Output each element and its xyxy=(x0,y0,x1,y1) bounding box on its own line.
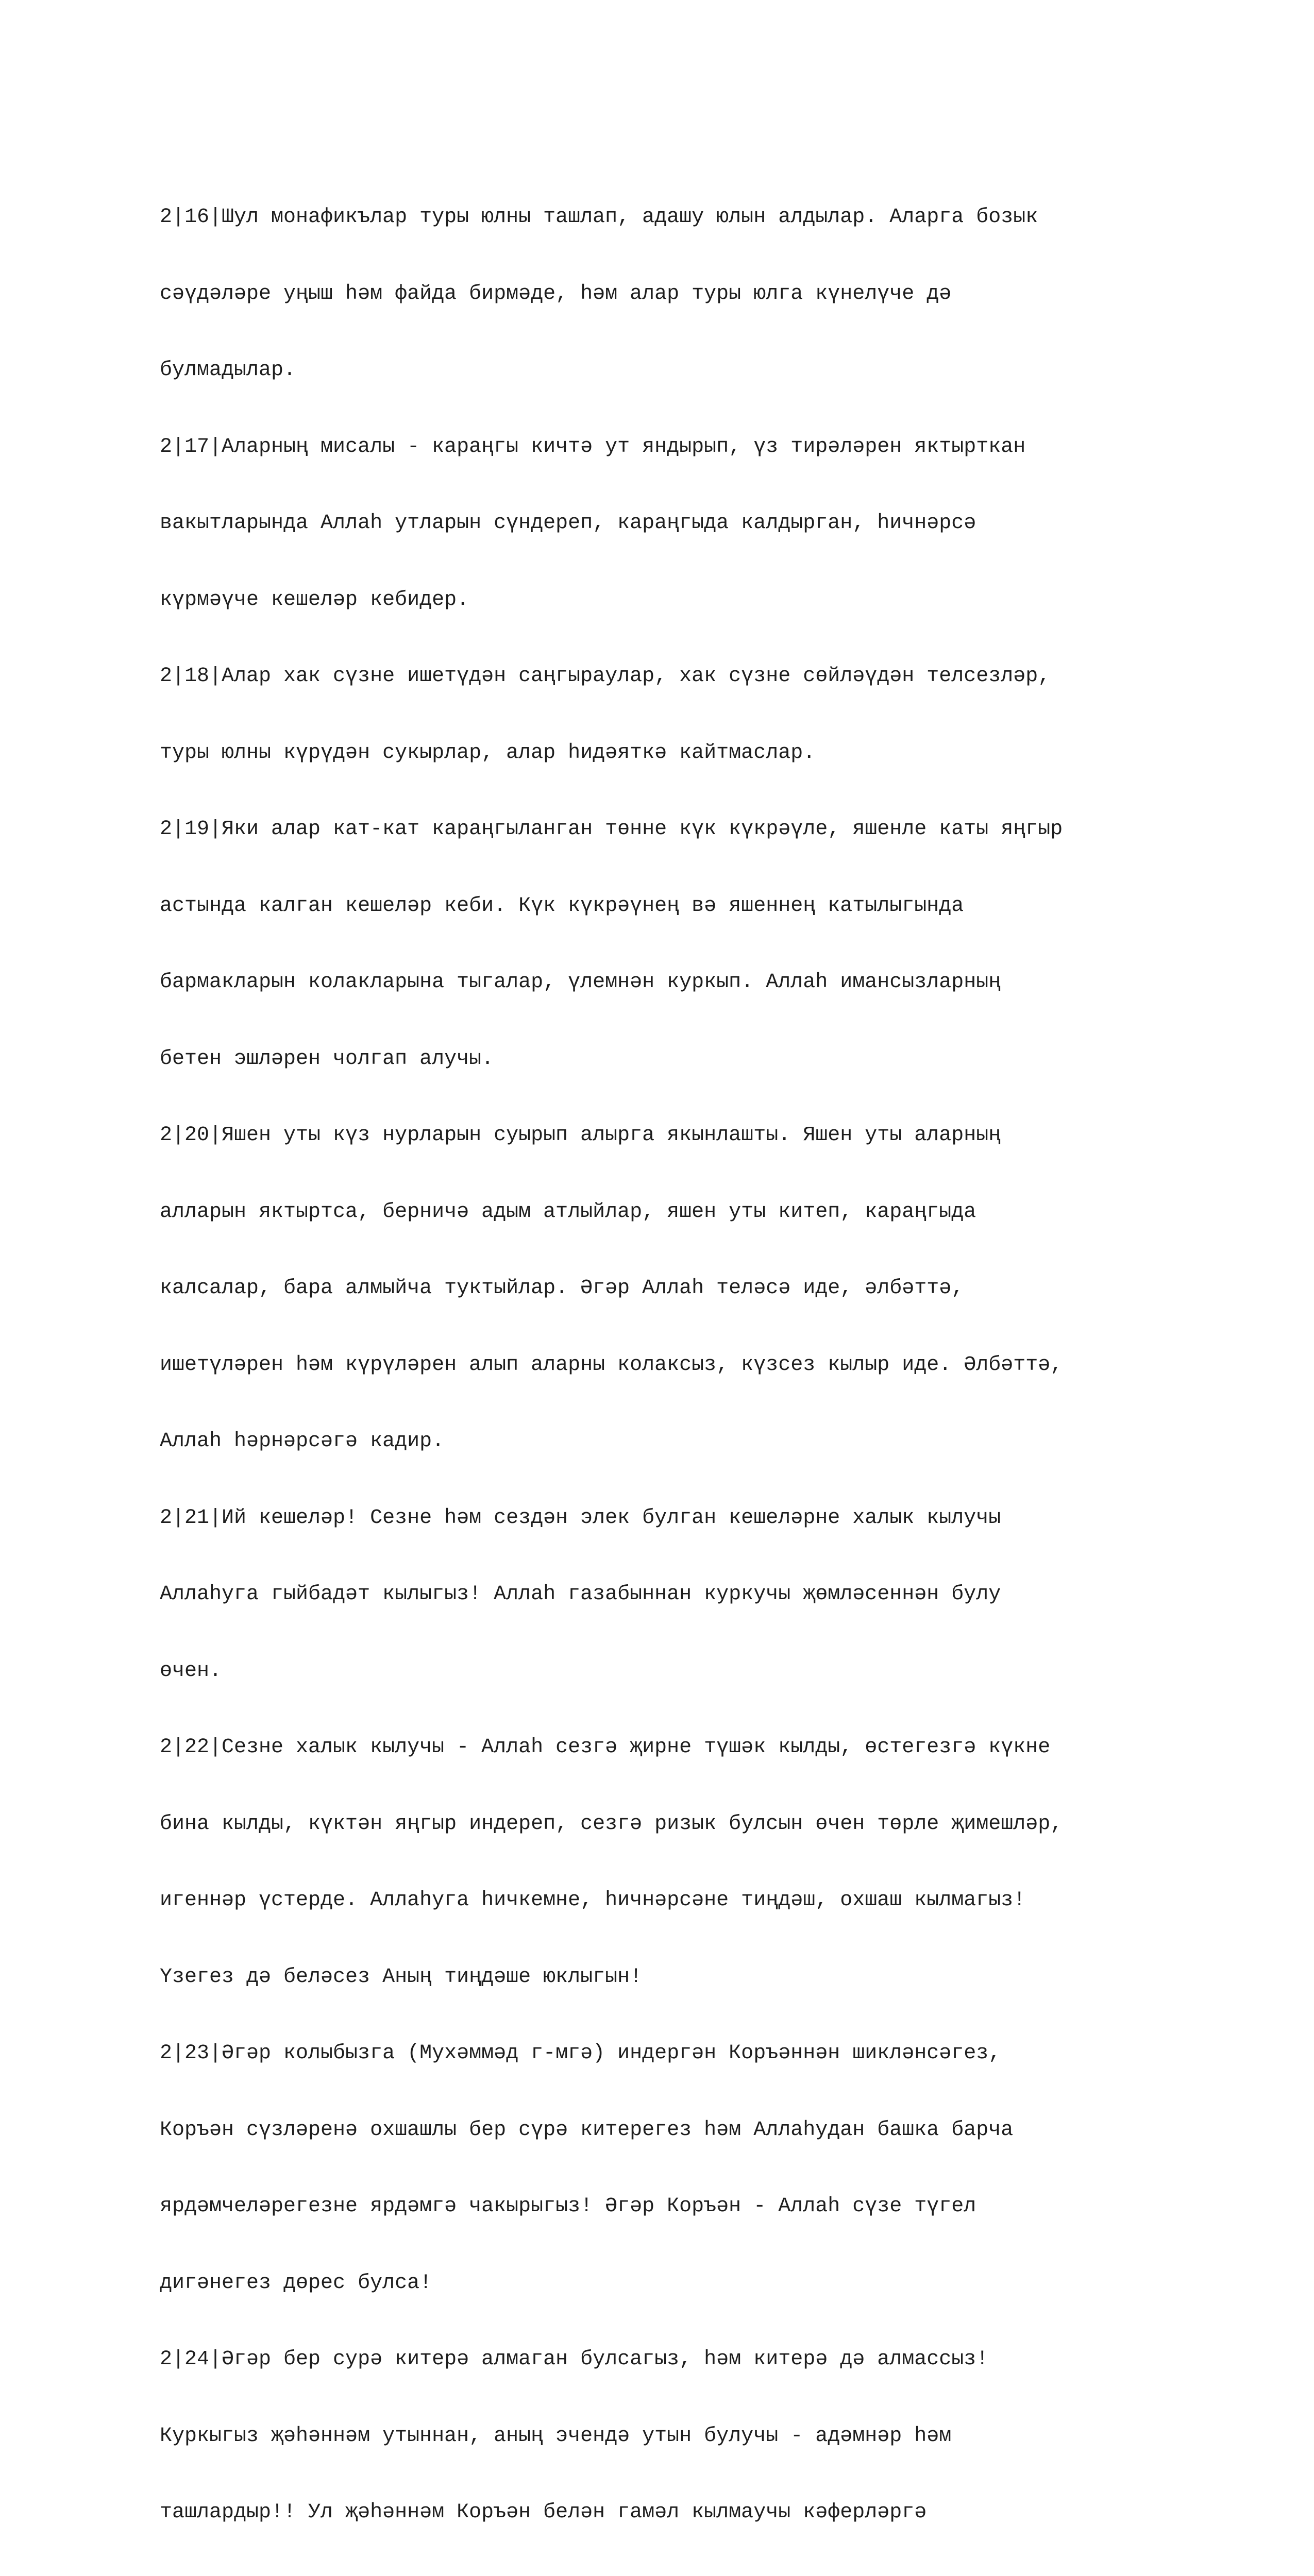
text-line: 2|23|Әгәр колыбызга (Мухәммәд г-мгә) индергән Коръәннән шикләнсәгез, xyxy=(160,2042,1001,2065)
text-line: калсалар, бара алмыйча туктыйлар. Әгәр Аллаһ теләсә иде, әлбәттә, xyxy=(160,1277,964,1300)
text-line: Үзегез дә беләсез Аның тиңдәше юклыгын! xyxy=(160,1965,643,1989)
text-line: ишетүләрен һәм күрүләрен алып аларны колаксыз, күзсез кылыр иде. Әлбәттә, xyxy=(160,1353,1063,1377)
text-line: 2|22|Сезне халык кылучы - Аллаһ сезгә җирне түшәк кылды, өстегезгә күкне xyxy=(160,1736,1051,1759)
text-line: Коръән сүзләренә охшашлы бер сүрә китерегез һәм Аллаһудан башка барча xyxy=(160,2118,1014,2142)
text-line: ярдәмчеләрегезне ярдәмгә чакырыгыз! Әгәр Коръән - Аллаһ сүзе түгел xyxy=(160,2195,976,2218)
text-line: дигәнегез дөрес булса! xyxy=(160,2271,432,2295)
text-line: 2|18|Алар хак сүзне ишетүдән саңгыраулар, хак сүзне сөйләүдән телсезләр, xyxy=(160,665,1051,688)
text-line: өчен. xyxy=(160,1659,222,1683)
text-line: алларын яктыртса, берничә адым атлыйлар, яшен уты китеп, караңгыда xyxy=(160,1200,976,1224)
text-line: 2|21|Ий кешеләр! Сезне һәм сездән элек булган кешеләрне халык кылучы xyxy=(160,1506,1001,1530)
text-line: астында калган кешеләр кеби. Күк күкрәүнең вә яшеннең катылыгында xyxy=(160,894,964,918)
text-line: бина кылды, күктән яңгыр индереп, сезгә ризык булсын өчен төрле җимешләр, xyxy=(160,1812,1063,1836)
text-line: ташлардыр!! Ул җәһәннәм Коръән белән гамәл кылмаучы кәферләргә xyxy=(160,2501,927,2524)
text-line: Аллаһ һәрнәрсәгә кадир. xyxy=(160,1430,445,1453)
text-line: 2|17|Аларның мисалы - караңгы кичтә ут яндырып, үз тирәләрен яктырткан xyxy=(160,435,1026,459)
text-line: бармакларын колакларына тыгалар, үлемнән куркып. Аллаһ имансызларның xyxy=(160,971,1001,994)
text-line: 2|19|Яки алар кат-кат караңгыланган төнне күк күкрәүле, яшенле каты яңгыр xyxy=(160,818,1063,841)
text-line: 2|16|Шул монафикълар туры юлны ташлап, адашу юлын алдылар. Аларга бозык xyxy=(160,206,1038,229)
text-line: вакытларында Аллаһ утларын сүндереп, караңгыда калдырган, һичнәрсә xyxy=(160,512,976,535)
text-line: Куркыгыз җәһәннәм утыннан, аның эчендә утын булучы - адәмнәр һәм xyxy=(160,2424,952,2448)
text-line: сәүдәләре уңыш һәм файда бирмәде, һәм алар туры юлга күнелүче дә xyxy=(160,282,952,306)
text-line: 2|20|Яшен уты күз нурларын суырып алырга якынлашты. Яшен уты аларның xyxy=(160,1124,1001,1147)
text-line: 2|24|Әгәр бер сурә китерә алмаган булсагыз, һәм китерә дә алмассыз! xyxy=(160,2348,989,2371)
text-line: булмадылар. xyxy=(160,359,296,382)
text-line: туры юлны күрүдән сукырлар, алар һидәяткә кайтмаслар. xyxy=(160,741,816,765)
document-page xyxy=(160,154,1170,2576)
text-line: Аллаһуга гыйбадәт кылыгыз! Аллаһ газабыннан куркучы җөмләсеннән булу xyxy=(160,1583,1001,1606)
text-line: игеннәр үстерде. Аллаһуга һичкемне, һичнәрсәне тиңдәш, охшаш кылмагыз! xyxy=(160,1889,1026,1912)
text-line: күрмәүче кешеләр кебидер. xyxy=(160,588,469,612)
text-line: бетен эшләрен чолгап алучы. xyxy=(160,1047,494,1071)
